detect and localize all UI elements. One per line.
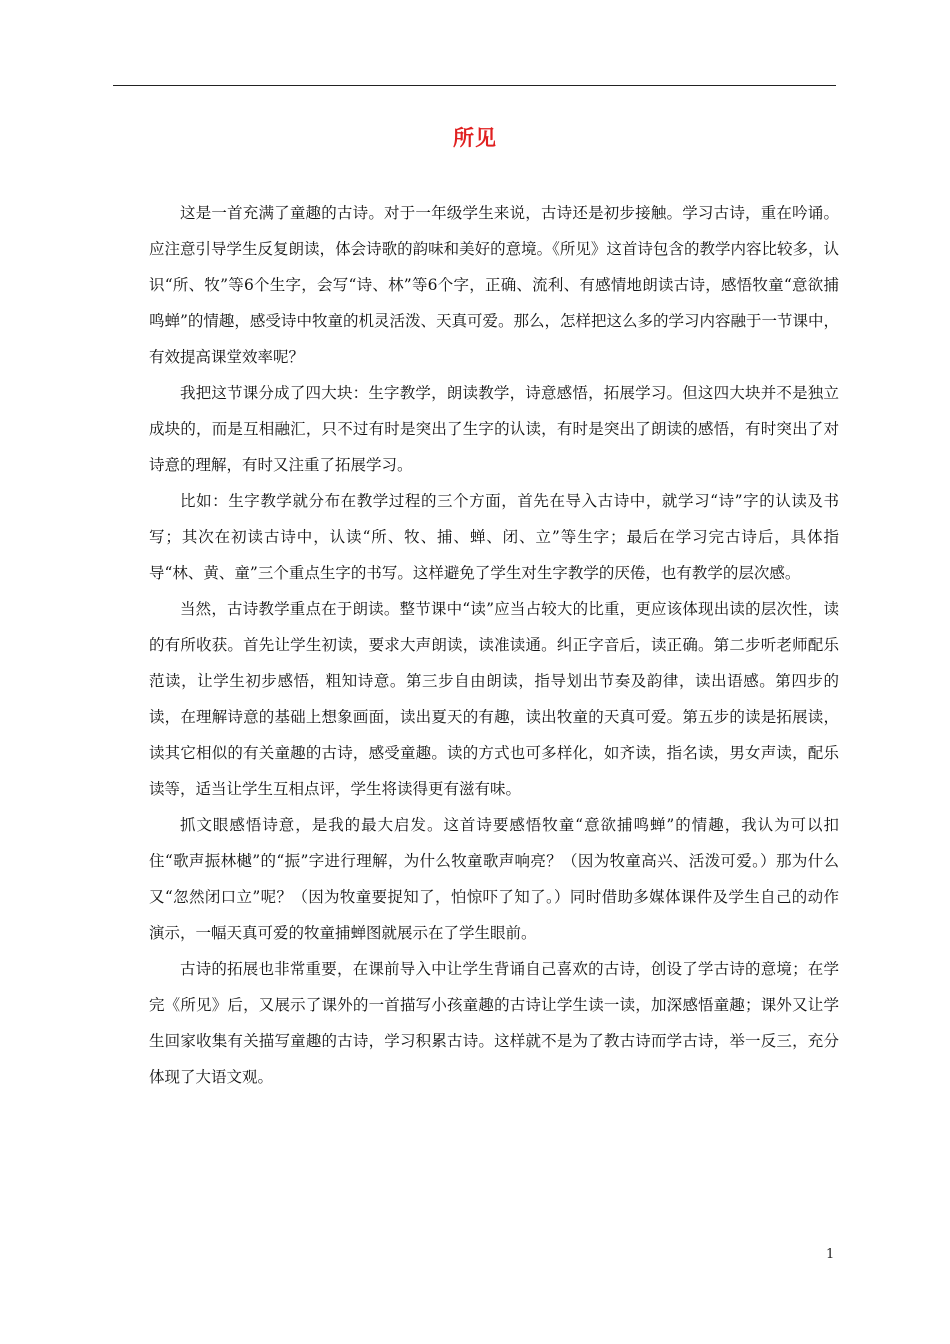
paragraph-3: 比如：生字教学就分布在教学过程的三个方面，首先在导入古诗中，就学习“诗”字的认读及书写；其次在初读古诗中，认读“所、牧、捕、蝉、闭、立”等生字；最后在学习完古诗后，具体指导“林、黄、童”三个重点生字的书写。这样避免了学生对生字教学的厌倦，也有教学的层次感。 <box>149 492 839 582</box>
paragraph-2: 我把这节课分成了四大块：生字教学，朗读教学，诗意感悟，拓展学习。但这四大块并不是独立成块的，而是互相融汇，只不过有时是突出了生字的认读，有时是突出了朗读的感悟，有时突出了对诗意的理解，有时又注重了拓展学习。 <box>149 384 839 474</box>
paragraph-1: 这是一首充满了童趣的古诗。对于一年级学生来说，古诗还是初步接触。学习古诗，重在吟诵。应注意引导学生反复朗读，体会诗歌的韵味和美好的意境。《所见》这首诗包含的教学内容比较多，认识“所、牧”等6个生字，会写“诗、林”等6个字，正确、流利、有感情地朗读古诗，感悟牧童“意欲捕鸣蝉”的情趣，感受诗中牧童的机灵活泼、天真可爱。那么，怎样把这么多的学习内容融于一节课中，有效提高课堂效率呢？ <box>149 204 839 366</box>
header-rule <box>113 85 836 86</box>
document-body <box>149 195 839 1095</box>
page-title: 所见 <box>453 125 497 150</box>
paragraph-5: 抓文眼感悟诗意，是我的最大启发。这首诗要感悟牧童“意欲捕鸣蝉”的情趣，我认为可以扣住“歌声振林樾”的“振”字进行理解，为什么牧童歌声响亮？（因为牧童高兴、活泼可爱。）那为什么又“忽然闭口立”呢？（因为牧童要捉知了，怕惊吓了知了。）同时借助多媒体课件及学生自己的动作演示，一幅天真可爱的牧童捕蝉图就展示在了学生眼前。 <box>149 816 839 942</box>
paragraph-6: 古诗的拓展也非常重要，在课前导入中让学生背诵自己喜欢的古诗，创设了学古诗的意境；在学完《所见》后，又展示了课外的一首描写小孩童趣的古诗让学生读一读，加深感悟童趣；课外又让学生回家收集有关描写童趣的古诗，学习积累古诗。这样就不是为了教古诗而学古诗，举一反三，充分体现了大语文观。 <box>149 960 839 1086</box>
paragraph-4: 当然，古诗教学重点在于朗读。整节课中“读”应当占较大的比重，更应该体现出读的层次性，读的有所收获。首先让学生初读，要求大声朗读，读准读通。纠正字音后，读正确。第二步听老师配乐范读，让学生初步感悟，粗知诗意。第三步自由朗读，指导划出节奏及韵律，读出语感。第四步的读，在理解诗意的基础上想象画面，读出夏天的有趣，读出牧童的天真可爱。第五步的读是拓展读，读其它相似的有关童趣的古诗，感受童趣。读的方式也可多样化，如齐读，指名读，男女声读，配乐读等，适当让学生互相点评，学生将读得更有滋有味。 <box>149 600 839 798</box>
page-number: 1 <box>826 1247 835 1262</box>
